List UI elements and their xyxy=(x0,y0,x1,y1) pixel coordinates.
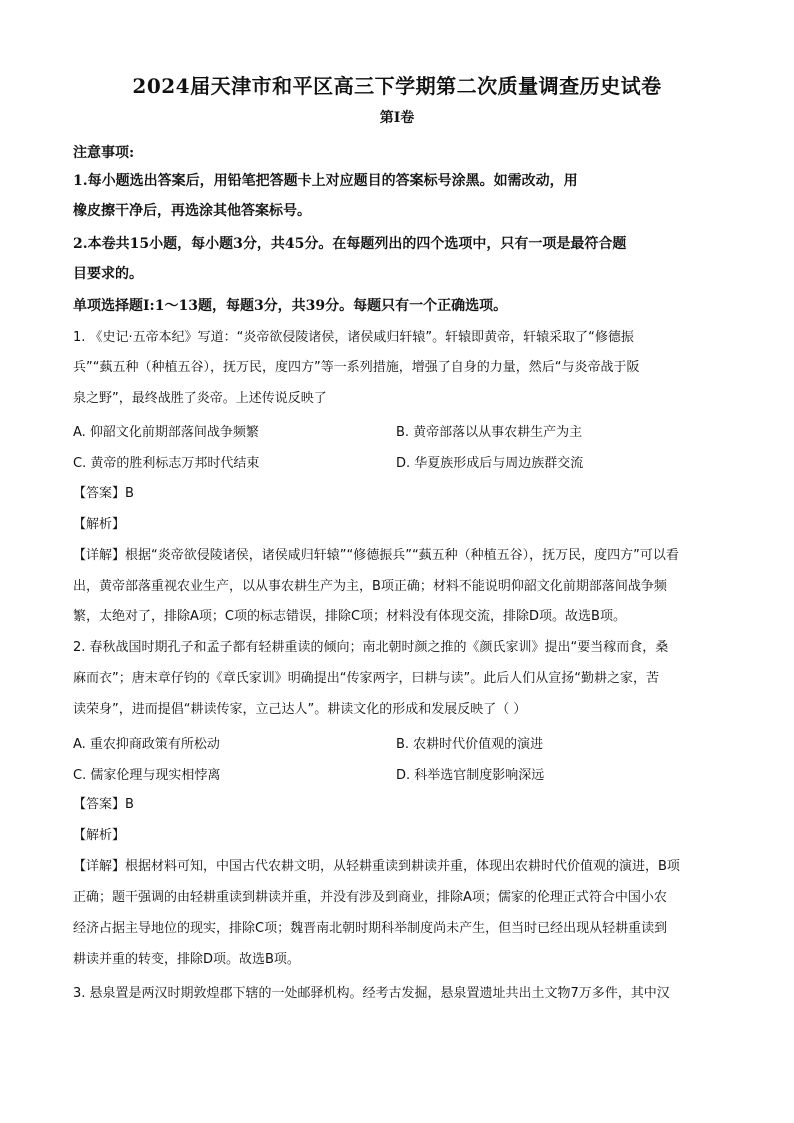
q2-detail-line-3: 经济占据主导地位的现实，排除C项；魏晋南北朝时期科举制度尚未产生，但当时已经出现从轻耕重读到 xyxy=(73,921,668,936)
notice-heading: 注意事项: xyxy=(73,145,135,161)
q2-option-c: C. 儒家伦理与现实相悖离 xyxy=(73,768,221,783)
q2-stem-line-2: 麻而衣”；唐末章仔钧的《章氏家训》明确提出“传家两字，曰耕与读”。此后人们从宣扬“勤耕之家，苦 xyxy=(73,671,659,686)
q1-option-c: C. 黄帝的胜利标志万邦时代结束 xyxy=(73,456,260,471)
section-heading: 单项选择题Ⅰ:1～13题，每题3分，共39分。每题只有一个正确选项。 xyxy=(73,298,508,314)
q2-detail-line-2: 正确；题干强调的由轻耕重读到耕读并重，并没有涉及到商业，排除A项；儒家的伦理正式符合中国小农 xyxy=(73,890,667,905)
q1-stem-line-2: 兵”“蓺五种（种植五谷），抚万民，度四方”等一系列措施，增强了自身的力量，然后“与炎帝战于阪 xyxy=(73,360,640,375)
q2-detail-line-4: 耕读并重的转变，排除D项。故选B项。 xyxy=(73,952,300,967)
q2-option-a: A. 重农抑商政策有所松动 xyxy=(73,737,220,752)
volume-subtitle: 第Ⅰ卷 xyxy=(379,110,415,126)
q2-analysis-label: 【解析】 xyxy=(73,828,126,843)
notice-item-2-line-2: 目要求的。 xyxy=(73,266,143,282)
q1-option-d: D. 华夏族形成后与周边族群交流 xyxy=(396,456,584,471)
q1-detail-line-2: 出，黄帝部落重视农业生产，以从事农耕生产为主，B项正确；材料不能说明仰韶文化前期部落间战争频 xyxy=(73,579,667,594)
q1-analysis-label: 【解析】 xyxy=(73,517,126,532)
notice-item-2-line-1: 2.本卷共15小题，每小题3分，共45分。在每题列出的四个选项中，只有一项是最符合题 xyxy=(73,236,627,252)
q3-stem-line-1: 3. 悬泉置是两汉时期敦煌郡下辖的一处邮驿机构。经考古发掘，悬泉置遗址共出土文物7万多件，其中汉 xyxy=(73,986,670,1001)
notice-item-1-line-2: 橡皮擦干净后，再选涂其他答案标号。 xyxy=(73,203,311,219)
exam-title: 2024届天津市和平区高三下学期第二次质量调查历史试卷 xyxy=(132,74,662,98)
q1-answer: 【答案】B xyxy=(73,486,134,501)
q2-stem-line-3: 读荣身”，进而提倡“耕读传家，立己达人”。耕读文化的形成和发展反映了（ ） xyxy=(73,702,527,717)
q1-stem-line-3: 泉之野”，最终战胜了炎帝。上述传说反映了 xyxy=(73,391,327,406)
q1-detail-line-3: 繁，太绝对了，排除A项；C项的标志错误，排除C项；材料没有体现交流，排除D项。故选B项。 xyxy=(73,609,626,624)
q1-option-b: B. 黄帝部落以从事农耕生产为主 xyxy=(396,425,583,440)
q1-option-a: A. 仰韶文化前期部落间战争频繁 xyxy=(73,425,259,440)
q2-stem-line-1: 2. 春秋战国时期孔子和孟子都有轻耕重读的倾向；南北朝时颜之推的《颜氏家训》提出“要当稼而食，桑 xyxy=(73,640,669,655)
q2-option-b: B. 农耕时代价值观的演进 xyxy=(396,737,544,752)
q2-answer: 【答案】B xyxy=(73,797,134,812)
notice-item-1-line-1: 1.每小题选出答案后，用铅笔把答题卡上对应题目的答案标号涂黑。如需改动，用 xyxy=(73,173,578,189)
q1-stem-line-1: 1. 《史记·五帝本纪》写道：“炎帝欲侵陵诸侯，诸侯咸归轩辕”。轩辕即黄帝，轩辕采取了“修德振 xyxy=(73,330,634,345)
q2-detail-line-1: 【详解】根据材料可知，中国古代农耕文明，从轻耕重读到耕读并重，体现出农耕时代价值观的演进，B项 xyxy=(73,859,680,874)
q1-detail-line-1: 【详解】根据“炎帝欲侵陵诸侯，诸侯咸归轩辕”“修德振兵”“蓺五种（种植五谷），抚万民，度四方”可以看 xyxy=(73,548,679,563)
q2-option-d: D. 科举选官制度影响深远 xyxy=(396,768,545,783)
